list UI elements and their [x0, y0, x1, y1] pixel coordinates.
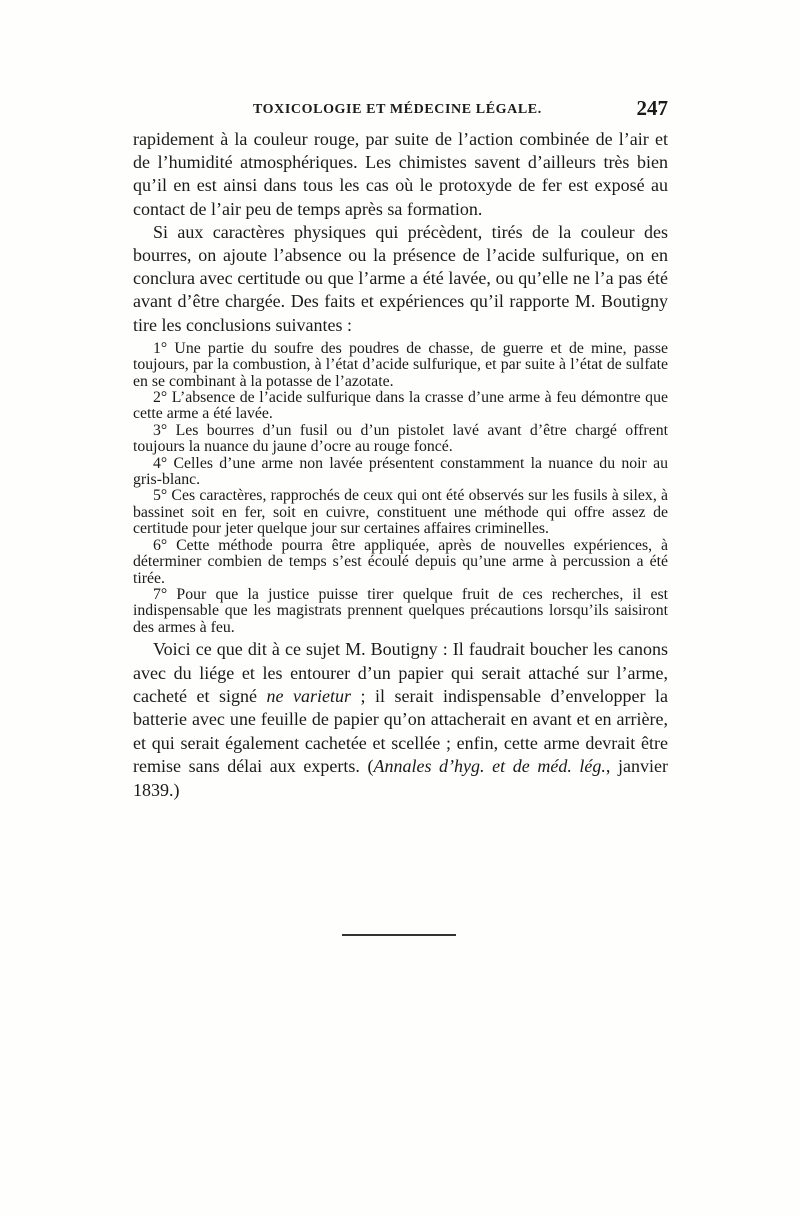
conclusion-6: 6° Cette méthode pourra être appliquée, après de nouvelles expériences, à déterminer combien de temps s’est écoulé depuis qu’une arme à percussion a été tirée.	[133, 536, 668, 587]
conclusion-2: 2° L’absence de l’acide sulfurique dans la crasse d’une arme à feu démontre que cette arme a été lavée.	[133, 389, 668, 423]
running-head: TOXICOLOGIE ET MÉDECINE LÉGALE.	[253, 102, 542, 117]
paragraph-continuation: rapidement à la couleur rouge, par suite de l’action combinée de l’air et de l’humidité atmosphériques. Les chimistes savent d’ailleurs très bien qu’il en est ainsi dans tous les cas où le protoxyde de fer est exposé au contact de l’air peu de temps après sa formation.	[133, 129, 668, 219]
page-header	[133, 96, 668, 124]
conclusion-5: 5° Ces caractères, rapprochés de ceux qui ont été observés sur les fusils à silex, à bassinet soit en fer, soit en cuivre, constituent une méthode qui offre assez de certitude pour jeter quelque jour sur certaines affaires criminelles.	[133, 487, 668, 538]
citation-date: , janvier 1839.)	[133, 756, 669, 800]
body-text	[133, 128, 668, 802]
conclusion-4: 4° Celles d’une arme non lavée présentent constamment la nuance du noir au gris-blanc.	[133, 454, 668, 489]
section-end-rule	[342, 934, 456, 936]
ne-varietur-italic: ne varietur	[266, 685, 351, 706]
page-number: 247	[636, 96, 668, 120]
conclusion-1: 1° Une partie du soufre des poudres de chasse, de guerre et de mine, passe toujours, par la combustion, à l’état d’acide sulfurique, et par suite à l’état de sulfate en se combinant à la potasse de l’azotate.	[133, 339, 668, 390]
citation-annales: Annales d’hyg. et de méd. lég.	[373, 756, 606, 777]
precautions-text-a: Voici ce que dit à ce sujet M. Boutigny : Il faudrait boucher les canons avec du liége et les entourer d’un papier qui serait attaché sur l’arme, cacheté et signé	[133, 639, 668, 706]
conclusion-3: 3° Les bourres d’un fusil ou d’un pistolet lavé avant d’être chargé offrent toujours la nuance du jaune d’ocre au rouge foncé.	[133, 421, 668, 456]
conclusion-7: 7° Pour que la justice puisse tirer quelque fruit de ces recherches, il est indispensable que les magistrats prennent quelques précautions lorsqu’ils saisiront des armes à feu.	[133, 585, 668, 636]
precautions-text-b: ; il serait indispensable d’envelopper la batterie avec une feuille de papier qu’on attacherait en avant et en arrière, et qui serait également cachetée et scellée ; enfin, cette arme devrait être remise sans délai aux experts. (	[133, 685, 668, 777]
paragraph-boutigny-intro: Si aux caractères physiques qui précèdent, tirés de la couleur des bourres, on ajoute l’absence ou la présence de l’acide sulfurique, on en conclura avec certitude ou que l’arme a été lavée, ou qu’elle ne l’a pas été avant d’être chargée. Des faits et expériences qu’il rapporte M. Boutigny tire les conclusions suivantes :	[133, 221, 668, 335]
paragraph-precautions	[133, 638, 668, 802]
